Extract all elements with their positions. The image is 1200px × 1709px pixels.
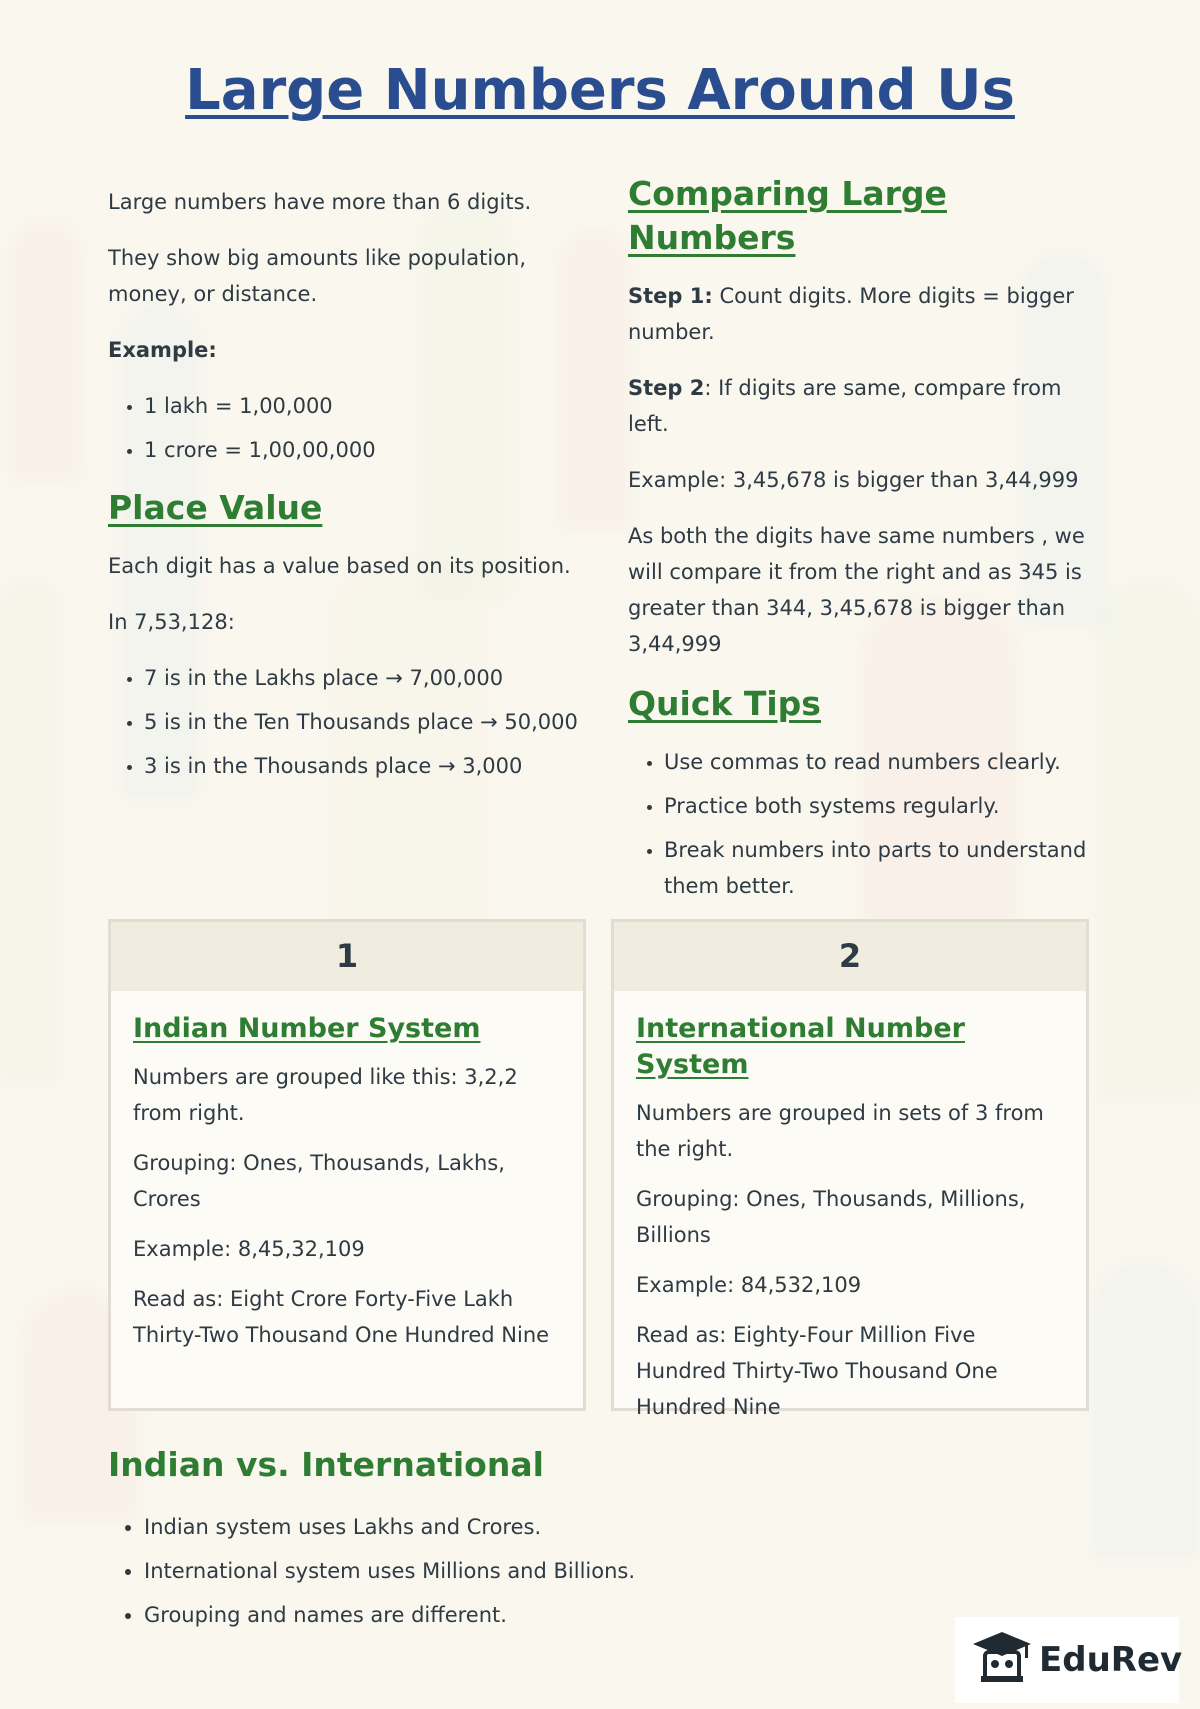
place-value-list <box>108 660 608 784</box>
card-paragraph: Numbers are grouped like this: 3,2,2 from right. <box>133 1065 518 1125</box>
place-value-paragraph-1: Each digit has a value based on its position. <box>108 554 571 578</box>
card-number: 2 <box>614 922 1086 991</box>
card-paragraph: Read as: Eighty-Four Million Five Hundred Thirty-Two Thousand One Hundred Nine <box>636 1323 998 1419</box>
list-item: • 1 crore = 1,00,00,000 <box>144 432 608 468</box>
card-paragraph: Grouping: Ones, Thousands, Lakhs, Crores <box>133 1151 505 1211</box>
list-item: • International system uses Millions and Billions. <box>144 1553 908 1589</box>
left-column <box>108 184 608 802</box>
card-paragraph: Numbers are grouped in sets of 3 from the right. <box>636 1101 1044 1161</box>
card-title: Indian Number System <box>133 1013 481 1044</box>
card-paragraph: Read as: Eight Crore Forty-Five Lakh Thirty-Two Thousand One Hundred Nine <box>133 1287 550 1347</box>
list-item: • 1 lakh = 1,00,000 <box>144 388 608 424</box>
quick-tips-list <box>628 744 1098 904</box>
list-item: • 7 is in the Lakhs place → 7,00,000 <box>144 660 608 696</box>
intro-paragraph-2: They show big amounts like population, money, or distance. <box>108 246 527 306</box>
example-label: Example: <box>108 338 217 362</box>
list-item: • 5 is in the Ten Thousands place → 50,000 <box>144 704 608 740</box>
versus-heading: Indian vs. International <box>108 1445 544 1484</box>
versus-list <box>108 1509 908 1633</box>
comparing-example: Example: 3,45,678 is bigger than 3,44,999 <box>628 468 1079 492</box>
right-column <box>628 174 1098 922</box>
quick-tips-heading: Quick Tips <box>628 684 821 723</box>
card-paragraph: Example: 84,532,109 <box>636 1273 862 1297</box>
card-number: 1 <box>111 922 583 991</box>
list-item: • Grouping and names are different. <box>144 1597 908 1633</box>
step-2: Step 2: If digits are same, compare from left. <box>628 376 1062 436</box>
list-item: • Practice both systems regularly. <box>664 788 1098 824</box>
graduation-cap-icon <box>971 1628 1033 1692</box>
place-value-heading: Place Value <box>108 488 323 527</box>
list-item: • 3 is in the Thousands place → 3,000 <box>144 748 608 784</box>
international-system-card <box>611 919 1089 1419</box>
list-item: • Use commas to read numbers clearly. <box>664 744 1098 780</box>
edurev-logo[interactable] <box>955 1617 1183 1703</box>
card-title: International Number System <box>636 1013 965 1080</box>
indian-system-card <box>108 919 586 1411</box>
card-paragraph: Grouping: Ones, Thousands, Millions, Billions <box>636 1187 1026 1247</box>
place-value-paragraph-2: In 7,53,128: <box>108 610 235 634</box>
comparing-explanation: As both the digits have same numbers , we will compare it from the right and as 345 is greater than 344, 3,45,678 is bigger than 3,44,999 <box>628 524 1085 656</box>
intro-paragraph-1: Large numbers have more than 6 digits. <box>108 190 532 214</box>
page-title: Large Numbers Around Us <box>185 58 1015 123</box>
list-item: • Indian system uses Lakhs and Crores. <box>144 1509 908 1545</box>
comparing-heading: Comparing Large Numbers <box>628 174 947 257</box>
example-list <box>108 388 608 468</box>
versus-section <box>108 1443 908 1641</box>
card-paragraph: Example: 8,45,32,109 <box>133 1237 365 1261</box>
list-item: • Break numbers into parts to understand them better. <box>664 832 1098 904</box>
logo-text: EduRev <box>1039 1640 1183 1680</box>
step-1: Step 1: Count digits. More digits = bigger number. <box>628 284 1074 344</box>
